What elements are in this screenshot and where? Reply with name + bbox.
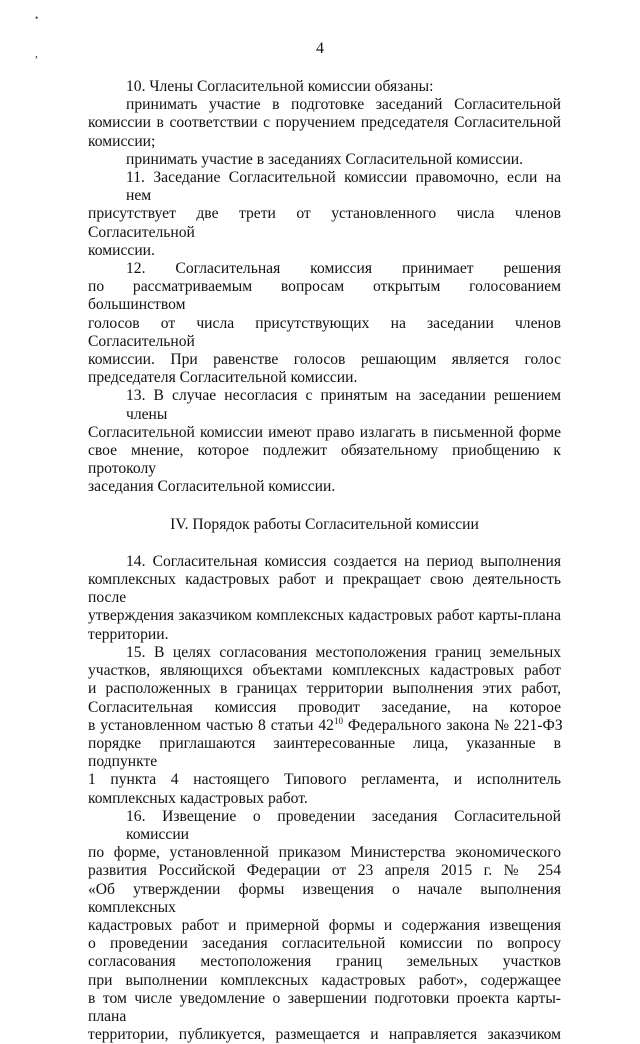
text-line: свое мнение, которое подлежит обязательному приобщению к протоколу (88, 442, 561, 478)
text-line: в том числе уведомление о завершении подготовки проекта карты-плана (88, 989, 561, 1025)
text-line: 15. В целях согласования местоположения границ земельных (126, 643, 561, 661)
text-line: Согласительная комиссия проводит заседание, на которое (88, 698, 561, 716)
text-line: по форме, установленной приказом Министерства экономического (88, 844, 561, 862)
text-line: «Об утверждении формы извещения о начале выполнения комплексных (88, 880, 561, 916)
text-line: порядке приглашаются заинтересованные лица, указанные в подпункте (88, 734, 561, 771)
page-number: 4 (316, 40, 324, 57)
text-line: участков, являющихся объектами комплексных кадастровых работ (88, 662, 561, 680)
margin-mark-bottom: ᵜ (35, 53, 38, 63)
text-line: 12. Согласительная комиссия принимает решения (126, 260, 561, 278)
text-line: принимать участие в заседаниях Согласительной комиссии. (126, 150, 524, 168)
text-line: 14. Согласительная комиссия создается на период выполнения (126, 552, 561, 570)
superscript: 10 (333, 715, 343, 726)
text-line: присутствует две трети от установленного числа членов Согласительной (88, 205, 561, 241)
text-line: принимать участие в подготовке заседаний Согласительной (126, 96, 561, 114)
text-line: голосов от числа присутствующих на заседании членов Согласительной (88, 314, 561, 350)
text-line: развития Российской Федерации от 23 апреля 2015 г. № 254 (88, 862, 561, 880)
text-line: утверждения заказчиком комплексных кадастровых работ карты-плана (88, 607, 561, 625)
paragraph-15 (88, 644, 561, 808)
text-line: о проведении заседания согласительной комиссии по вопросу (88, 935, 561, 953)
text-fragment: в установленном частью 8 статьи 42 (88, 716, 334, 734)
text-line: 1 пункта 4 настоящего Типового регламента, и исполнитель (88, 771, 561, 789)
text-fragment: Федерального закона № 221-ФЗ (342, 716, 563, 734)
text-line: при выполнении комплексных кадастровых работ», содержащее (88, 971, 561, 989)
text-line: председателя Согласительной комиссии. (88, 369, 358, 387)
text-line: территории. (88, 625, 169, 643)
text-line (88, 717, 561, 735)
margin-mark-top: • (35, 13, 39, 23)
text-line: заседания Согласительной комиссии. (88, 478, 336, 496)
text-line: комиссии; (88, 132, 156, 150)
paragraph-12 (88, 260, 561, 387)
paragraph-16 (88, 808, 561, 1044)
section-heading: IV. Порядок работы Согласительной комиссии (170, 515, 479, 533)
text-line: комплексных кадастровых работ и прекращает свою деятельность после (88, 571, 561, 607)
paragraph-10 (88, 78, 561, 169)
paragraph-14 (88, 553, 561, 644)
text-line: согласования местоположения границ земельных участков (88, 953, 561, 971)
paragraph-13 (88, 387, 561, 496)
text-line: и расположенных в границах территории выполнения этих работ, (88, 680, 561, 698)
text-line: 11. Заседание Согласительной комиссии правомочно, если на нем (126, 169, 561, 205)
text-line: Согласительной комиссии имеют право излагать в письменной форме (88, 423, 561, 441)
text-line: 16. Извещение о проведении заседания Согласительной комиссии (126, 807, 561, 843)
text-line: комиссии. При равенстве голосов решающим является голос (88, 351, 561, 369)
text-line: комиссии. (88, 241, 155, 259)
text-line: 13. В случае несогласия с принятым на заседании решением члены (126, 387, 561, 423)
text-line: по рассматриваемым вопросам открытым голосованием большинством (88, 278, 561, 314)
text-line: 10. Члены Согласительной комиссии обязаны: (126, 78, 434, 95)
document-body (88, 78, 561, 1044)
text-line: комплексных кадастровых работ. (88, 789, 308, 807)
text-line: комиссии в соответствии с поручением председателя Согласительной (88, 114, 561, 132)
paragraph-11 (88, 169, 561, 260)
text-line: территории, публикуется, размещается и направляется заказчиком (88, 1026, 561, 1044)
text-line: кадастровых работ и примерной формы и содержания извещения (88, 916, 561, 934)
